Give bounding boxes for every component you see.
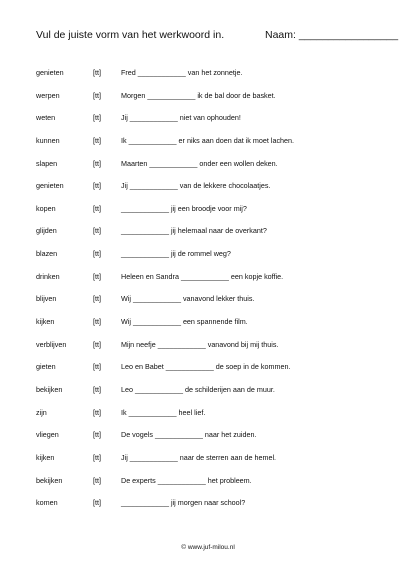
exercise-verb: werpen (36, 90, 60, 100)
exercise-sentence: Morgen ____________ ik de bal door de basket. (121, 90, 276, 100)
exercise-sentence: Ik ____________ er niks aan doen dat ik moet lachen. (121, 135, 295, 145)
exercise-sentence: ____________ jij de rommel weg? (121, 249, 231, 259)
exercise-verb: glijden (36, 226, 57, 236)
exercise-verb: kunnen (36, 135, 60, 145)
exercise-tense-tag: [tt] (93, 452, 101, 462)
exercise-row (0, 451, 416, 474)
exercise-verb: komen (36, 498, 58, 508)
exercise-sentence: Maarten ____________ onder een wollen deken. (121, 158, 278, 168)
exercise-verb: blijven (36, 294, 57, 304)
exercise-verb: drinken (36, 271, 60, 281)
exercise-tense-tag: [tt] (93, 158, 101, 168)
exercise-row (0, 360, 416, 383)
exercise-sentence: Leo en Babet ____________ de soep in de kommen. (121, 362, 291, 372)
exercise-row (0, 474, 416, 497)
exercise-row (0, 202, 416, 225)
exercise-tense-tag: [tt] (93, 249, 101, 259)
exercise-row (0, 111, 416, 134)
exercise-verb: kopen (36, 203, 56, 213)
exercise-verb: gieten (36, 362, 56, 372)
exercise-list (0, 66, 416, 519)
exercise-verb: vliegen (36, 430, 59, 440)
exercise-row (0, 292, 416, 315)
exercise-tense-tag: [tt] (93, 384, 101, 394)
exercise-tense-tag: [tt] (93, 226, 101, 236)
exercise-tense-tag: [tt] (93, 90, 101, 100)
exercise-row (0, 134, 416, 157)
exercise-tense-tag: [tt] (93, 362, 101, 372)
exercise-row (0, 496, 416, 519)
footer-credit: © www.juf-milou.nl (181, 544, 235, 551)
exercise-row (0, 428, 416, 451)
exercise-verb: verblijven (36, 339, 67, 349)
exercise-tense-tag: [tt] (93, 407, 101, 417)
exercise-row (0, 247, 416, 270)
exercise-sentence: Jij ____________ van de lekkere chocolaatjes. (121, 181, 271, 191)
exercise-tense-tag: [tt] (93, 339, 101, 349)
exercise-verb: zijn (36, 407, 47, 417)
exercise-verb: blazen (36, 249, 58, 259)
exercise-verb: kijken (36, 452, 55, 462)
exercise-sentence: Leo ____________ de schilderijen aan de muur. (121, 384, 275, 394)
exercise-row (0, 406, 416, 429)
exercise-row (0, 157, 416, 180)
exercise-tense-tag: [tt] (93, 317, 101, 327)
exercise-verb: weten (36, 113, 56, 123)
exercise-sentence: Wij ____________ een spannende film. (121, 317, 248, 327)
exercise-sentence: Wij ____________ vanavond lekker thuis. (121, 294, 255, 304)
exercise-tense-tag: [tt] (93, 498, 101, 508)
exercise-sentence: ____________ jij een broodje voor mij? (121, 203, 247, 213)
exercise-verb: bekijken (36, 384, 63, 394)
exercise-sentence: ____________ jij morgen naar school? (121, 498, 246, 508)
exercise-sentence: De vogels ____________ naar het zuiden. (121, 430, 257, 440)
exercise-tense-tag: [tt] (93, 294, 101, 304)
exercise-sentence: Jij ____________ niet van ophouden! (121, 113, 241, 123)
exercise-sentence: De experts ____________ het probleem. (121, 475, 252, 485)
exercise-row (0, 383, 416, 406)
exercise-verb: kijken (36, 317, 55, 327)
exercise-row (0, 338, 416, 361)
exercise-row (0, 270, 416, 293)
exercise-tense-tag: [tt] (93, 475, 101, 485)
exercise-sentence: Jij ____________ naar de sterren aan de hemel. (121, 452, 277, 462)
exercise-verb: slapen (36, 158, 58, 168)
exercise-verb: genieten (36, 68, 64, 77)
exercise-row (0, 89, 416, 112)
exercise-verb: genieten (36, 181, 64, 191)
exercise-tense-tag: [tt] (93, 430, 101, 440)
worksheet-title: Vul de juiste vorm van het werkwoord in. (36, 29, 225, 41)
exercise-sentence: Fred ____________ van het zonnetje. (121, 68, 243, 77)
exercise-verb: bekijken (36, 475, 63, 485)
exercise-tense-tag: [tt] (93, 135, 101, 145)
exercise-sentence: Ik ____________ heel lief. (121, 407, 206, 417)
exercise-sentence: Mijn neefje ____________ vanavond bij mij thuis. (121, 339, 279, 349)
worksheet-header (36, 27, 399, 43)
exercise-row (0, 315, 416, 338)
exercise-sentence: Heleen en Sandra ____________ een kopje koffie. (121, 271, 284, 281)
name-field-label: Naam: _________________ (265, 29, 399, 41)
exercise-row (0, 224, 416, 247)
exercise-row (0, 66, 416, 89)
exercise-tense-tag: [tt] (93, 68, 101, 77)
exercise-tense-tag: [tt] (93, 203, 101, 213)
exercise-tense-tag: [tt] (93, 113, 101, 123)
exercise-tense-tag: [tt] (93, 271, 101, 281)
exercise-sentence: ____________ jij helemaal naar de overkant? (121, 226, 267, 236)
exercise-tense-tag: [tt] (93, 181, 101, 191)
exercise-row (0, 179, 416, 202)
